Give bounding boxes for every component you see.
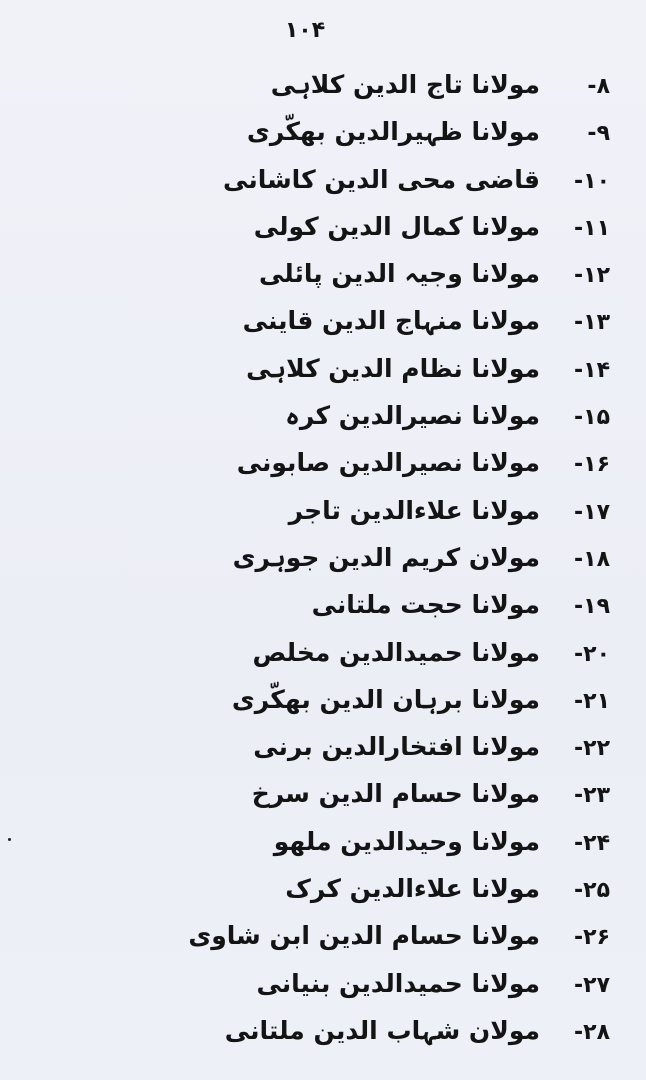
- entry-name: مولان کریم الدین جوہری: [232, 542, 540, 572]
- list-item: [0, 161, 646, 208]
- entry-name: مولانا علاءالدین کرک: [285, 874, 540, 904]
- list-item: [0, 681, 646, 728]
- entry-name: مولانا وجیہ الدین پائلی: [258, 259, 540, 289]
- list-item: [0, 208, 646, 255]
- entry-number: ۱۴-: [574, 357, 610, 383]
- entry-name: مولان شہاب الدین ملتانی: [224, 1015, 540, 1045]
- entry-number: ۲۷-: [574, 972, 610, 998]
- entry-number: ۲۲-: [574, 736, 610, 762]
- list-item: [0, 113, 646, 160]
- entry-name: مولانا نظام الدین کلاہی: [246, 353, 540, 383]
- list-item: [0, 728, 646, 775]
- list-item: [0, 350, 646, 397]
- entry-number: ۱۷-: [574, 499, 610, 525]
- entry-number: ۲۴-: [574, 830, 610, 856]
- entry-number: ۱۵-: [574, 405, 610, 431]
- entry-list: [0, 66, 646, 1059]
- list-item: [0, 1012, 646, 1059]
- page-number: ۱۰۴: [284, 18, 326, 43]
- list-item: [0, 539, 646, 586]
- entry-name: مولانا افتخارالدین برنی: [253, 732, 540, 762]
- list-item: [0, 66, 646, 113]
- list-item: [0, 586, 646, 633]
- entry-number: ۹-: [587, 121, 610, 147]
- entry-name: مولانا حسام الدین ابن شاوی: [188, 921, 540, 951]
- list-item: [0, 823, 646, 870]
- entry-name: مولانا تاج الدین کلاہی: [270, 70, 540, 99]
- entry-number: ۱۸-: [574, 546, 610, 572]
- list-item: [0, 444, 646, 491]
- entry-number: ۱۹-: [574, 594, 610, 620]
- entry-number: ۲۶-: [574, 925, 610, 951]
- list-item: [0, 397, 646, 444]
- list-item: [0, 255, 646, 302]
- entry-number: ۱۱-: [574, 215, 610, 241]
- entry-name: مولانا حجت ملتانی: [311, 590, 540, 620]
- entry-name: مولانا حمیدالدین مخلص: [252, 637, 540, 667]
- entry-name: مولانا وحیدالدین ملھو: [273, 826, 540, 856]
- entry-name: مولانا نصیرالدین صابونی: [236, 448, 540, 478]
- entry-number: ۲۵-: [574, 878, 610, 904]
- entry-name: مولانا ظہیرالدین بھکّری: [246, 117, 540, 147]
- list-item: [0, 302, 646, 349]
- scan-speck: [8, 838, 11, 841]
- entry-name: قاضی محی الدین کاشانی: [223, 164, 540, 194]
- entry-name: مولانا نصیرالدین کرہ: [285, 401, 540, 431]
- entry-number: ۱۳-: [574, 310, 610, 336]
- list-item: [0, 634, 646, 681]
- list-item: [0, 917, 646, 964]
- entry-number: ۱۶-: [574, 452, 610, 478]
- entry-name: مولانا علاءالدین تاجر: [288, 495, 540, 525]
- list-item: [0, 965, 646, 1012]
- entry-number: ۲۰-: [574, 641, 610, 667]
- entry-name: مولانا منہاج الدین قاینی: [242, 306, 540, 336]
- entry-number: ۲۳-: [574, 783, 610, 809]
- entry-name: مولانا کمال الدین کولی: [253, 211, 540, 241]
- entry-number: ۱۰-: [574, 168, 610, 194]
- entry-name: مولانا برہان الدین بھکّری: [231, 684, 540, 714]
- list-item: [0, 492, 646, 539]
- entry-number: ۸-: [587, 74, 610, 99]
- entry-number: ۱۲-: [574, 263, 610, 289]
- entry-name: مولانا حمیدالدین بنیانی: [256, 968, 540, 998]
- entry-number: ۲۱-: [574, 688, 610, 714]
- list-item: [0, 775, 646, 822]
- entry-name: مولانا حسام الدین سرخ: [251, 779, 540, 809]
- list-item: [0, 870, 646, 917]
- entry-number: ۲۸-: [574, 1019, 610, 1045]
